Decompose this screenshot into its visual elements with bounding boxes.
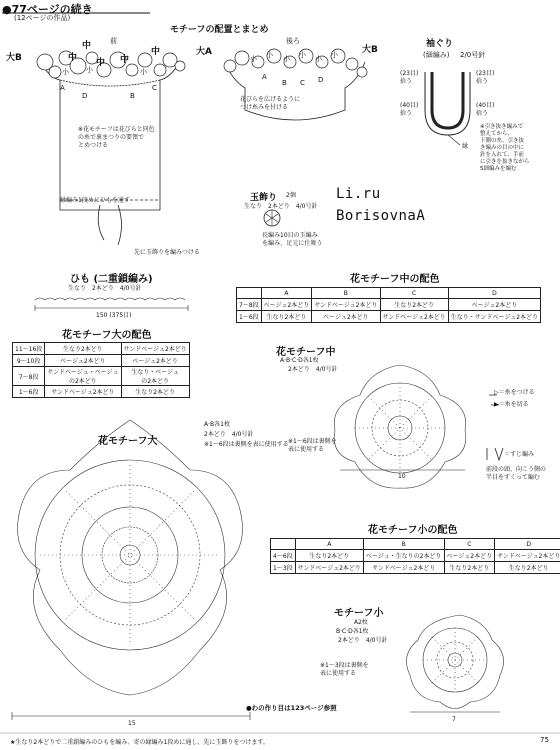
cord-drawing	[35, 298, 188, 311]
tassel-drawing	[264, 210, 280, 226]
back-letter-d: D	[318, 76, 324, 84]
table-row: 4〜6段 生なり2本どり ベージュ・生なりの2本どり ベージュ2本どり サンドベージュ2本どり	[271, 550, 560, 562]
mid-flower-drawing	[334, 365, 466, 488]
table-row: 7〜8段 サンドベージュ・ベージュ の2本どり 生なり・ベージュ の2本どり	[13, 367, 190, 386]
page-subtitle: (12ページの作品)	[14, 14, 71, 22]
front-letter-c: C	[152, 84, 157, 92]
back-letter-a: A	[262, 73, 267, 81]
armhole-needle: 2/0号針	[460, 51, 486, 59]
big-motif-title: 花モチーフ大	[98, 436, 158, 447]
table-row: 11〜16段 生なり2本どり サンドベージュ2本どり	[13, 343, 190, 355]
small-motif-width: 7	[452, 716, 456, 723]
small-back-4: 小	[299, 51, 306, 59]
page-number: 75	[540, 736, 549, 744]
table-row: 9〜10段 ベージュ2本どり ベージュ2本どり	[13, 355, 190, 367]
small-back-3: 小	[283, 55, 290, 63]
tassel-note: 長編み10目の玉編み を編み、足元に仕舞う	[262, 232, 323, 247]
small-back-1: 小	[250, 55, 257, 63]
front-flower-cluster	[37, 51, 185, 78]
small-front-3: 小	[140, 68, 147, 76]
back-flower-cluster	[224, 49, 367, 77]
mid-motif-counts: A·B·C·D各1枚	[280, 357, 319, 364]
small-front-2: 小	[86, 66, 93, 74]
armhole-23-left: (23目) 拾う	[400, 70, 419, 85]
mid-label-1: 中	[68, 53, 78, 63]
back-label: 後ろ	[286, 37, 300, 45]
armhole-40-left: (40目) 拾う	[400, 102, 419, 117]
mid-motif-title: 花モチーフ中	[276, 347, 336, 358]
table-row: 1〜6段 生なり2本どり ベージュ2本どり サンドベージュ2本どり 生なり・サンドベージュ2本どり	[237, 311, 541, 323]
mid-motif-note: ※1〜6段は裏側を 表に使用する	[288, 438, 337, 453]
armhole-title: 袖ぐり	[426, 39, 454, 49]
tassel-title: 玉飾り	[250, 193, 278, 203]
table-header-row: A B C D	[271, 539, 560, 550]
footer-reference: ●わの作り目は123ページ参照	[246, 704, 337, 712]
small-back-6: 小	[331, 51, 338, 59]
back-letter-b: B	[282, 79, 287, 87]
small-color-table-title: 花モチーフ小の配色	[368, 525, 458, 536]
cord-length: 150 (375目)	[96, 312, 132, 319]
layout-title: モチーフの配置とまとめ	[170, 25, 269, 35]
legend-attach: ▷＝糸をつける	[494, 389, 535, 396]
mid-motif-yarn: 2本どり 4/0号針	[288, 366, 338, 373]
small-flower-drawing	[406, 615, 503, 712]
small-color-table	[270, 538, 560, 574]
armhole-drawing	[425, 72, 470, 145]
front-letter-a: A	[60, 84, 65, 92]
front-label: 前	[110, 37, 117, 45]
front-letter-d: D	[82, 92, 88, 100]
front-letter-b: B	[130, 92, 135, 100]
armhole-edge-label: 縁	[462, 143, 469, 150]
big-a-label: 大A	[196, 47, 212, 57]
mid-label-2: 中	[82, 41, 92, 51]
tassel-count: 2個	[286, 192, 296, 199]
table-row: 1〜6段 サンドベージュ2本どり 生なり2本どり	[13, 386, 190, 398]
big-color-table	[12, 342, 190, 398]
cord-title: ひも (二重鎖編み)	[70, 274, 153, 285]
small-motif-count-bcd: B·C·D各1枚	[336, 628, 369, 635]
big-b-right-label: 大B	[362, 45, 378, 55]
page-title: ●77ページの続き	[2, 3, 93, 16]
mid-label-4: 中	[151, 47, 161, 57]
mid-color-table-title: 花モチーフ中の配色	[350, 274, 440, 285]
mid-motif-width: 10	[398, 473, 406, 480]
footer-note: ★生なり2本どりで二重鎖編みのひもを編み、寄の縁編み1段めに通し、先に玉飾りをつけます。	[10, 739, 269, 746]
big-b-left-label: 大B	[6, 53, 22, 63]
mid-color-table	[236, 287, 541, 323]
small-motif-yarn: 2本どり 4/0号針	[338, 637, 388, 644]
small-back-2: 小	[266, 51, 273, 59]
mid-label-3: 中	[120, 55, 130, 65]
table-header-row: A B C D	[237, 288, 541, 299]
big-motif-yarn: 2本どり 4/0号針	[204, 431, 254, 438]
big-motif-width: 15	[128, 720, 136, 727]
big-flower-drawing	[12, 420, 250, 720]
small-motif-note: ※1〜3段は裏側を 表に使用する	[320, 662, 369, 677]
big-motif-note: ※1〜6段は裏側を表に使用する	[204, 441, 289, 448]
table-row: 1〜3段 サンドベージュ2本どり サンドベージュ2本どり 生なり2本どり 生なり2本どり	[271, 562, 560, 574]
tassel-yarn: 生なり 2本どり 4/0号針	[244, 203, 318, 210]
legend-cut: ▶＝糸を切る	[494, 401, 529, 408]
small-back-5: 小	[315, 55, 322, 63]
big-motif-counts: A·B各1枚	[204, 421, 230, 428]
small-motif-title: モチーフ小	[334, 608, 384, 619]
motif-attach-note: ※花モチーフは花びらと同色 の糸で裏まつりの要領で とめつける	[78, 126, 155, 149]
mid-label-5: 中	[96, 58, 106, 68]
legend-stitch-note: 前段の頭、向こう側の 半目をすくって編む	[486, 466, 547, 481]
legend-stitch-label: ＝すじ編み	[504, 451, 535, 458]
petals-note: 花びらを広げるように つけ糸みを付ける	[240, 96, 301, 111]
armhole-note: ※引き抜き編みで 整えてから、 下側の糸、引き抜 き編みの目の中に 針を入れて、手前 に引きを抜きながら 5細編みを編む	[480, 124, 530, 172]
small-front-1: 小	[62, 68, 69, 76]
back-letter-c: C	[300, 79, 305, 87]
armhole-subtitle: (細編み)	[423, 51, 450, 59]
armhole-23-right: (23目) 拾う	[476, 70, 495, 85]
tassel-attach-note: 先に玉飾りを編みつける	[134, 249, 200, 256]
drawstring-note: 縁編み1段めにひもを通す	[60, 197, 130, 204]
cord-yarn: 生なり 2本どり 4/0号針	[68, 285, 142, 292]
watermark-line-1: Li.ru	[336, 186, 381, 202]
small-motif-count-a: A2枚	[354, 619, 368, 626]
armhole-40-right: (40目) 拾う	[476, 102, 495, 117]
watermark-line-2: BorisovnaA	[336, 208, 426, 224]
table-row: 7〜8段 ベージュ2本どり サンドベージュ2本どり 生なり2本どり ベージュ2本どり	[237, 299, 541, 311]
big-color-table-title: 花モチーフ大の配色	[62, 330, 152, 341]
